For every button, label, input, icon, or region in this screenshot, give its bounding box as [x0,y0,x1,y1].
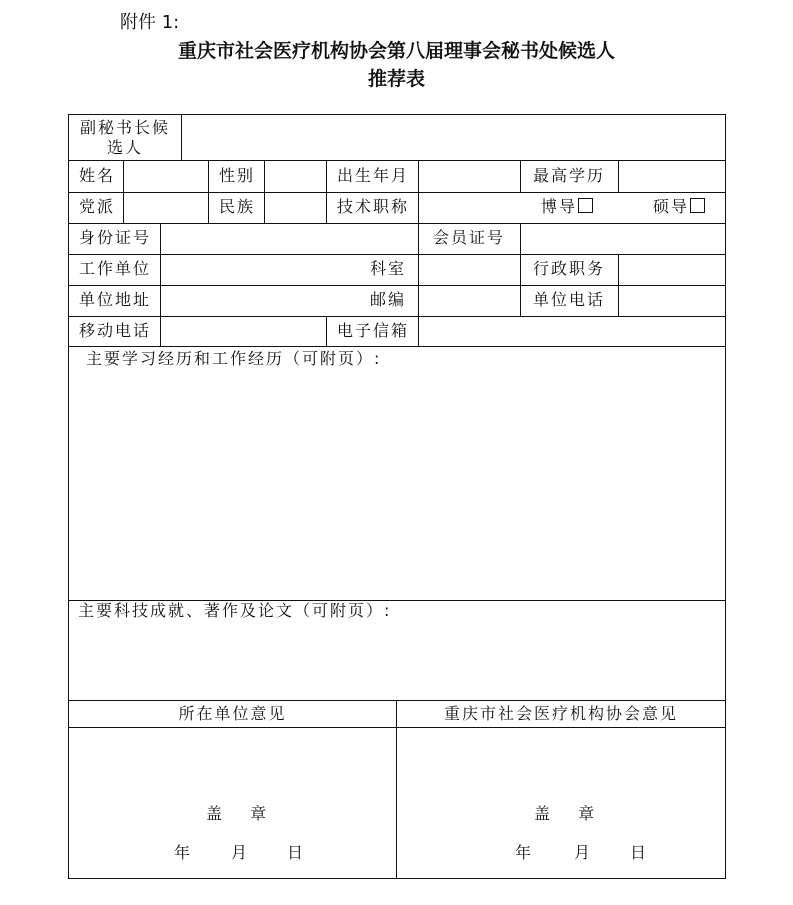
association-seal-label: 盖 章 [534,804,601,823]
unit-date-year: 年 [174,843,193,862]
experience-label: 主要学习经历和工作经历（可附页）: [86,349,382,368]
table-border-bottom [68,878,726,879]
id-number-label: 身份证号 [79,228,152,247]
id-number-field[interactable] [161,224,418,254]
title-label: 技术职称 [337,197,410,216]
mobile-label: 移动电话 [79,321,152,340]
phd-supervisor-label: 博导 [541,197,578,216]
table-border-right [725,114,726,879]
col-line [326,316,327,347]
member-number-label: 会员证号 [433,228,506,247]
row-line [68,346,726,347]
master-supervisor-label: 硕导 [653,197,690,216]
unit-date-day: 日 [287,843,306,862]
candidate-label-line1: 副秘书长候 [79,118,170,137]
name-field[interactable] [124,161,208,192]
col-line [520,160,521,192]
candidate-field[interactable] [182,115,725,160]
row-line [68,700,726,701]
education-field[interactable] [619,161,725,192]
party-label: 党派 [79,197,116,216]
party-field[interactable] [124,193,208,223]
phd-supervisor-option[interactable] [541,197,593,217]
phd-supervisor-checkbox[interactable] [578,198,593,213]
attachment-label: 附件 1: [120,12,180,33]
form-title: 重庆市社会医疗机构协会第八届理事会秘书处候选人 [177,40,615,62]
admin-position-label: 行政职务 [533,259,606,278]
association-date-day: 日 [630,843,649,862]
association-opinion-header: 重庆市社会医疗机构协会意见 [443,704,678,723]
association-date-year: 年 [515,843,534,862]
email-label: 电子信箱 [337,321,410,340]
achievements-field[interactable] [69,624,725,700]
ethnicity-label: 民族 [219,197,256,216]
master-supervisor-checkbox[interactable] [690,198,705,213]
birth-label: 出生年月 [337,166,410,185]
admin-position-field[interactable] [619,255,725,285]
unit-phone-label: 单位电话 [533,290,606,309]
education-label: 最高学历 [533,166,606,185]
postcode-label: 邮编 [370,290,407,309]
unit-phone-field[interactable] [619,286,725,316]
master-supervisor-option[interactable] [653,197,705,217]
unit-opinion-header: 所在单位意见 [178,704,287,723]
gender-field[interactable] [265,161,326,192]
unit-seal-label: 盖 章 [206,804,273,823]
department-label: 科室 [370,259,407,278]
unit-date-month: 月 [231,843,250,862]
member-number-field[interactable] [521,224,725,254]
work-unit-label: 工作单位 [79,259,152,278]
col-line [326,160,327,224]
association-opinion-field[interactable] [397,728,725,878]
candidate-label-line2: 选人 [106,138,143,157]
form-subtitle: 推荐表 [367,68,425,90]
experience-field[interactable] [69,372,725,600]
association-date-month: 月 [574,843,593,862]
ethnicity-field[interactable] [265,193,326,223]
birth-field[interactable] [419,161,520,192]
name-label: 姓名 [79,166,116,185]
mobile-field[interactable] [161,317,326,346]
unit-address-label: 单位地址 [79,290,152,309]
gender-label: 性别 [219,166,256,185]
email-field[interactable] [419,317,725,346]
achievements-label: 主要科技成就、著作及论文（可附页）: [78,601,392,620]
col-line [208,160,209,224]
